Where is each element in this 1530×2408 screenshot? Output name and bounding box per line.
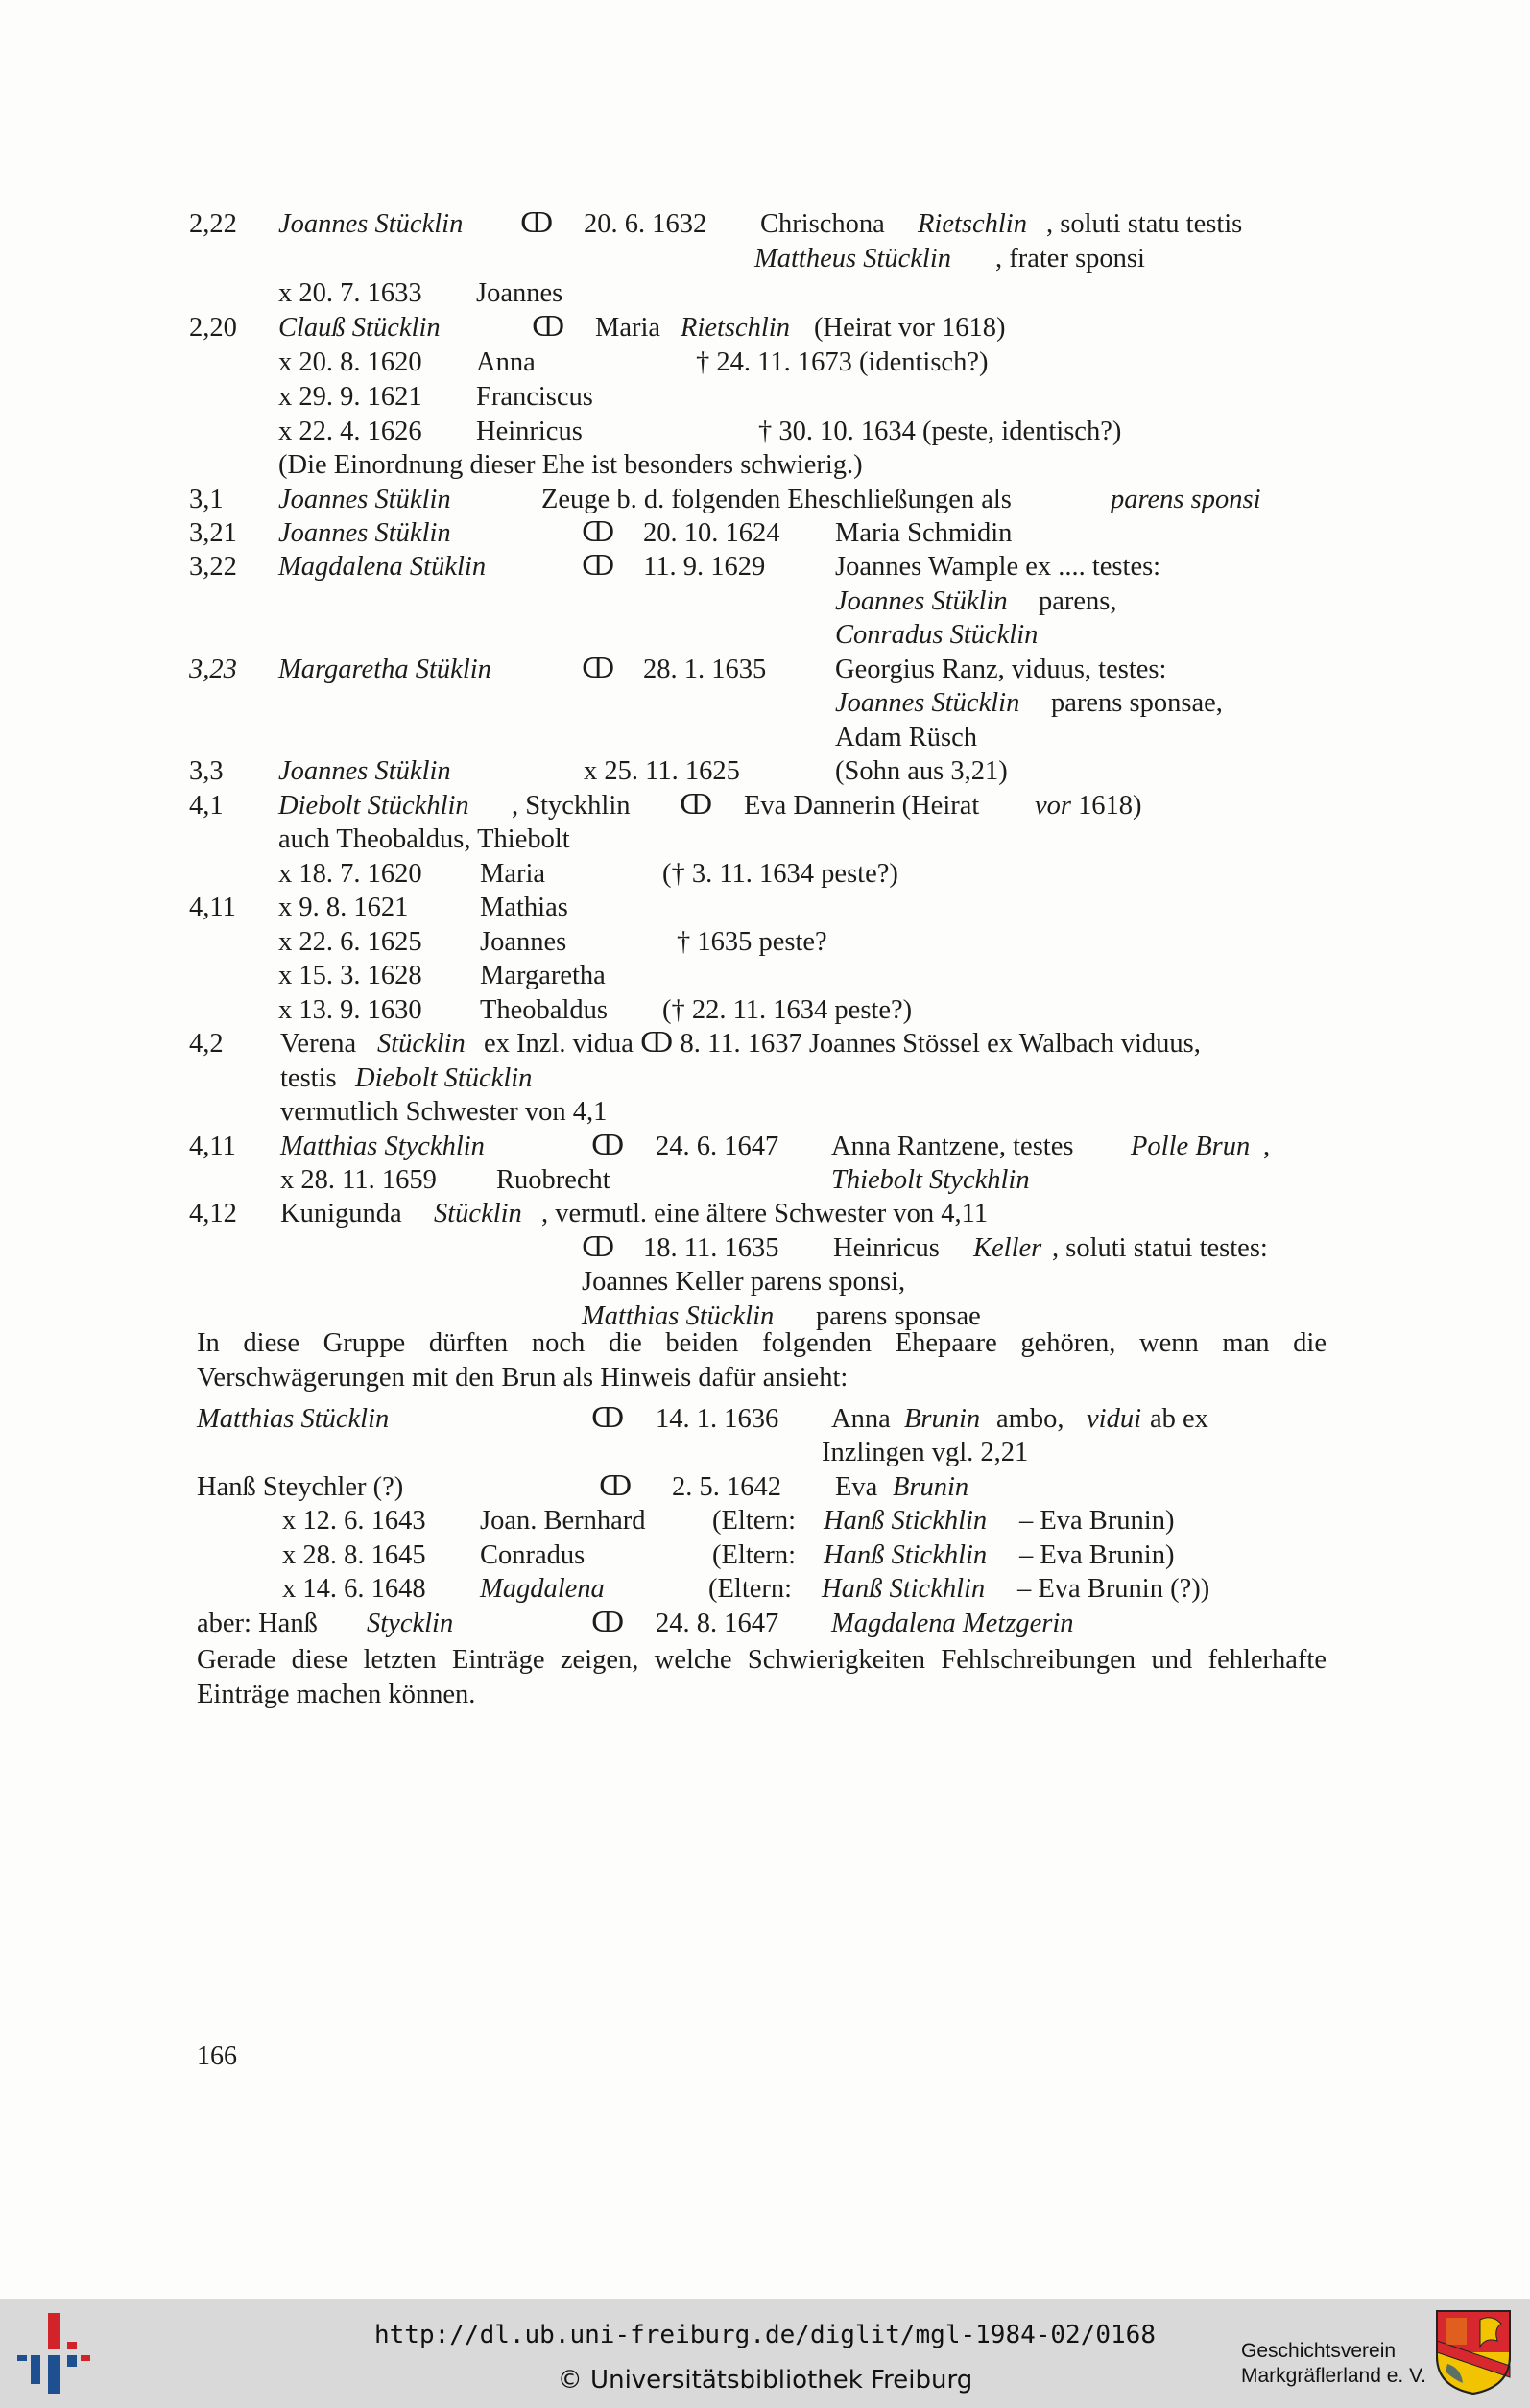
entry-text: 4,2	[189, 1029, 224, 1059]
entry-text: x 20. 7. 1633	[278, 278, 422, 308]
entry-text: Zeuge b. d. folgenden Eheschließungen als	[541, 485, 1012, 514]
entry-text: Hanß Stickhlin	[824, 1540, 988, 1570]
marriage-symbol: ↀ	[532, 313, 565, 343]
entry-text: Matthias Stücklin	[197, 1404, 390, 1434]
entry-text: Matthias Styckhlin	[280, 1132, 485, 1161]
marriage-symbol: ↀ	[582, 552, 615, 582]
entry-text: Joan. Bernhard	[480, 1506, 646, 1536]
entry-text: Theobaldus	[480, 995, 608, 1025]
entry-text: (Eltern:	[712, 1506, 797, 1536]
entry-text: ,	[1263, 1132, 1271, 1161]
entry-text: Adam Rüsch	[835, 723, 978, 752]
entry-text: Anna	[831, 1404, 891, 1434]
entry-text: aber: Hanß	[197, 1609, 318, 1638]
entry-text: Joannes Stüklin	[278, 518, 451, 548]
entry-text: 11. 9. 1629	[643, 552, 766, 582]
entry-text: 2,20	[189, 313, 237, 343]
entry-text: x 28. 8. 1645	[282, 1540, 426, 1570]
entry-text: 14. 1. 1636	[656, 1404, 779, 1434]
entry-text: Joannes Stüklin	[278, 756, 451, 786]
entry-text: Joannes Stüklin	[278, 485, 451, 514]
entry-text: Stücklin	[434, 1199, 522, 1228]
marriage-symbol: ↀ	[582, 518, 615, 548]
entry-text: x 25. 11. 1625	[584, 756, 740, 786]
entry-text: Diebolt Stückhlin	[278, 791, 469, 821]
entry-text: 28. 1. 1635	[643, 655, 767, 684]
entry-text: x 18. 7. 1620	[278, 859, 422, 889]
entry-text: Thiebolt Styckhlin	[831, 1165, 1030, 1195]
entry-text: (Sohn aus 3,21)	[835, 756, 1008, 786]
entry-text: 3,23	[189, 655, 237, 684]
entry-text: , vermutl. eine ältere Schwester von 4,11	[541, 1199, 989, 1228]
entry-text: Chrischona	[760, 209, 885, 239]
entry-text: Polle Brun	[1131, 1132, 1251, 1161]
entry-text: Maria	[595, 313, 661, 343]
entry-text: Anna Rantzene, testes	[831, 1132, 1074, 1161]
entry-text: parens sponsi	[1111, 485, 1261, 514]
entry-text: Magdalena Stüklin	[278, 552, 487, 582]
entry-text: 3,21	[189, 518, 237, 548]
entry-text: Joannes Stüklin	[835, 586, 1008, 616]
entry-text: † 24. 11. 1673 (identisch?)	[696, 347, 989, 377]
entry-text: x 9. 8. 1621	[278, 893, 409, 922]
entry-text: Conradus	[480, 1540, 586, 1570]
entry-text: ex Inzl. vidua ↀ 8. 11. 1637 Joannes Stössel ex Walbach viduus,	[484, 1029, 1201, 1059]
entry-text: x 12. 6. 1643	[282, 1506, 426, 1536]
entry-text: x 14. 6. 1648	[282, 1574, 426, 1604]
marriage-symbol: ↀ	[582, 655, 615, 684]
entry-text: 24. 8. 1647	[656, 1609, 779, 1638]
entry-text: Verena	[280, 1029, 357, 1059]
entry-text: Stücklin	[377, 1029, 466, 1059]
entry-text: Stycklin	[367, 1609, 454, 1638]
entry-text: Mathias	[480, 893, 568, 922]
entry-text: (Heirat vor 1618)	[814, 313, 1006, 343]
entry-text: x 28. 11. 1659	[280, 1165, 437, 1195]
society-name	[1241, 2339, 1426, 2389]
marriage-symbol: ↀ	[591, 1609, 625, 1638]
entry-text: ambo,	[996, 1404, 1064, 1434]
entry-text: Eva	[835, 1472, 878, 1502]
entry-text: , soluti statui testes:	[1052, 1233, 1268, 1263]
entry-text: x 20. 8. 1620	[278, 347, 422, 377]
entry-text: parens,	[1039, 586, 1117, 616]
entry-text: 3,3	[189, 756, 224, 786]
marriage-symbol: ↀ	[680, 791, 713, 821]
entry-text: Diebolt Stücklin	[355, 1063, 533, 1093]
entry-text: Joannes Keller parens sponsi,	[582, 1267, 906, 1297]
copyright-notice: © Universitätsbibliothek Freiburg	[557, 2366, 973, 2395]
entry-text: – Eva Brunin)	[1019, 1540, 1175, 1570]
society-line-1: Geschichtsverein	[1241, 2340, 1397, 2362]
entry-text: testis	[280, 1063, 337, 1093]
paragraph-conclusion: Gerade diese letzten Einträge zeigen, welche Schwierigkeiten Fehlschreibungen und fehlerhafte Einträge machen können.	[197, 1645, 1327, 1709]
marriage-symbol: ↀ	[599, 1472, 633, 1502]
entry-text: Joannes Wample ex .... testes:	[835, 552, 1161, 582]
entry-text: Magdalena	[480, 1574, 605, 1604]
entry-text: Joannes	[476, 278, 563, 308]
marriage-symbol: ↀ	[520, 209, 554, 239]
paragraph-intro: In diese Gruppe dürften noch die beiden folgenden Ehepaare gehören, wenn man die Verschwägerungen mit den Brun als Hinweis dafür ansieht:	[197, 1328, 1327, 1393]
entry-text: x 22. 4. 1626	[278, 417, 422, 446]
entry-text: (Eltern:	[712, 1540, 797, 1570]
entry-text: ab ex	[1150, 1404, 1208, 1434]
entry-text: Margaretha Stüklin	[278, 655, 491, 684]
page-number: 166	[197, 2041, 237, 2071]
entry-text: (Eltern:	[708, 1574, 793, 1604]
entry-text: 24. 6. 1647	[656, 1132, 779, 1161]
entry-text: – Eva Brunin (?))	[1017, 1574, 1210, 1604]
entry-text: Hanß Stickhlin	[824, 1506, 988, 1536]
entry-text: Rietschlin	[918, 209, 1027, 239]
entry-text: Rietschlin	[681, 313, 790, 343]
entry-text: Joannes Stücklin	[278, 209, 464, 239]
document-url-link[interactable]: http://dl.ub.uni-freiburg.de/diglit/mgl-1984-02/0168	[374, 2321, 1156, 2349]
entry-text: – Eva Brunin)	[1019, 1506, 1175, 1536]
entry-text: Hanß Stickhlin	[822, 1574, 986, 1604]
entry-text: († 3. 11. 1634 peste?)	[662, 859, 898, 889]
entry-text: x 29. 9. 1621	[278, 382, 422, 412]
entry-text: 3,1	[189, 485, 224, 514]
entry-text: 2,22	[189, 209, 237, 239]
entry-text: 20. 6. 1632	[584, 209, 707, 239]
society-line-2: Markgräflerland e. V.	[1241, 2365, 1426, 2387]
entry-text: Conradus Stücklin	[835, 620, 1039, 650]
entry-text: Eva Dannerin (Heirat	[744, 791, 980, 821]
entry-text: vidui	[1087, 1404, 1141, 1434]
entry-text: , soluti statu testis	[1046, 209, 1243, 239]
entry-text: Maria Schmidin	[835, 518, 1013, 548]
entry-text: Georgius Ranz, viduus, testes:	[835, 655, 1167, 684]
entry-text: Kunigunda	[280, 1199, 402, 1228]
entry-text: auch Theobaldus, Thiebolt	[278, 824, 570, 854]
entry-text: x 22. 6. 1625	[278, 927, 422, 957]
entry-text: Brunin	[893, 1472, 969, 1502]
entry-text: † 30. 10. 1634 (peste, identisch?)	[758, 417, 1122, 446]
entry-text: x 15. 3. 1628	[278, 961, 422, 990]
entry-text: Brunin	[904, 1404, 981, 1434]
entry-text: Maria	[480, 859, 546, 889]
entry-text: Margaretha	[480, 961, 606, 990]
entry-text: parens sponsae,	[1051, 688, 1223, 718]
entry-text: x 13. 9. 1630	[278, 995, 422, 1025]
entry-text: Matthias Stücklin	[582, 1301, 775, 1331]
entry-text: Joannes Stücklin	[835, 688, 1020, 718]
entry-text: vor	[1035, 791, 1071, 821]
entry-text: † 1635 peste?	[677, 927, 827, 957]
entry-text: 4,12	[189, 1199, 237, 1228]
entry-text: 18. 11. 1635	[643, 1233, 779, 1263]
society-crest-icon	[1434, 2308, 1513, 2396]
entry-text: Mattheus Stücklin	[754, 244, 951, 274]
entry-text: Magdalena Metzgerin	[831, 1609, 1074, 1638]
entry-text: , frater sponsi	[995, 244, 1145, 274]
entry-text: Clauß Stücklin	[278, 313, 441, 343]
entry-text: Joannes	[480, 927, 567, 957]
entry-text: 1618)	[1078, 791, 1142, 821]
entry-text: 4,1	[189, 791, 224, 821]
entry-text: 4,11	[189, 893, 236, 922]
entry-text: 2. 5. 1642	[672, 1472, 781, 1502]
marriage-symbol: ↀ	[582, 1233, 615, 1263]
entry-text: (Die Einordnung dieser Ehe ist besonders schwierig.)	[278, 450, 863, 480]
entry-text: 20. 10. 1624	[643, 518, 780, 548]
entry-text: parens sponsae	[816, 1301, 981, 1331]
entry-text: Franciscus	[476, 382, 593, 412]
entry-text: Heinricus	[476, 417, 583, 446]
marriage-symbol: ↀ	[591, 1132, 625, 1161]
entry-text: Heinricus	[833, 1233, 940, 1263]
entry-text: Keller	[973, 1233, 1042, 1263]
entry-text: Inzlingen vgl. 2,21	[822, 1438, 1029, 1467]
entry-text: vermutlich Schwester von 4,1	[280, 1097, 608, 1127]
entry-text: († 22. 11. 1634 peste?)	[662, 995, 913, 1025]
marriage-symbol: ↀ	[591, 1404, 625, 1434]
entry-text: 3,22	[189, 552, 237, 582]
entry-text: Anna	[476, 347, 536, 377]
entry-text: 4,11	[189, 1132, 236, 1161]
entry-text: Hanß Steychler (?)	[197, 1472, 404, 1502]
entry-text: Ruobrecht	[496, 1165, 610, 1195]
entry-text: , Styckhlin	[512, 791, 631, 821]
